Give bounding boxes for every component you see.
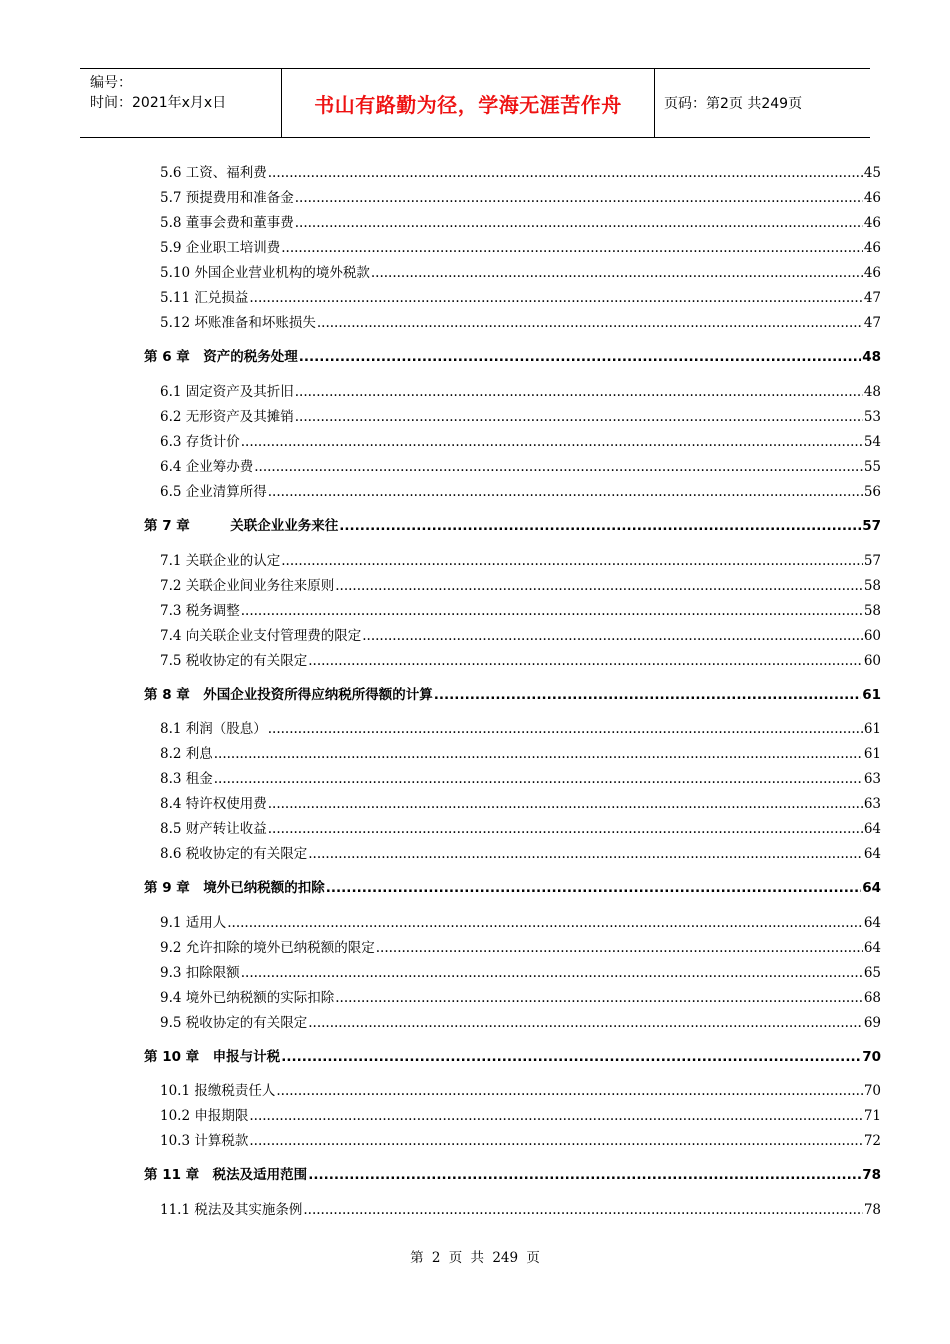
toc-leader-dots <box>371 265 863 281</box>
toc-leader-dots <box>299 349 861 365</box>
toc-leader-dots <box>214 746 863 762</box>
toc-chapter-entry[interactable] <box>144 1045 881 1065</box>
toc-leader-dots <box>308 846 863 862</box>
toc-entry-label: 8.2 利息 <box>160 746 213 762</box>
toc-entry-page-number: 70 <box>863 1083 881 1099</box>
toc-entry-label: 第 9 章 境外已纳税额的扣除 <box>144 880 325 896</box>
toc-leader-dots <box>249 290 862 306</box>
toc-entry-page-number: 64 <box>863 846 881 862</box>
toc-section-entry[interactable] <box>160 574 881 594</box>
toc-chapter-entry[interactable] <box>144 345 881 365</box>
toc-leader-dots <box>308 1015 863 1031</box>
toc-leader-dots <box>434 687 861 703</box>
toc-section-entry[interactable] <box>160 767 881 787</box>
toc-entry-label: 8.1 利润（股息） <box>160 721 267 737</box>
toc-entry-label: 5.6 工资、福利费 <box>160 165 267 181</box>
toc-section-entry[interactable] <box>160 380 881 400</box>
toc-leader-dots <box>362 628 863 644</box>
toc-entry-page-number: 46 <box>863 240 881 256</box>
toc-leader-dots <box>339 518 861 534</box>
toc-entry-label: 7.3 税务调整 <box>160 603 240 619</box>
toc-entry-label: 10.3 计算税款 <box>160 1133 249 1149</box>
toc-section-entry[interactable] <box>160 1011 881 1031</box>
toc-entry-page-number: 60 <box>863 653 881 669</box>
toc-entry-page-number: 63 <box>863 796 881 812</box>
toc-entry-page-number: 46 <box>863 215 881 231</box>
toc-entry-page-number: 61 <box>863 746 881 762</box>
toc-leader-dots <box>295 190 863 206</box>
toc-entry-page-number: 58 <box>863 603 881 619</box>
toc-entry-page-number: 60 <box>863 628 881 644</box>
toc-entry-label: 7.1 关联企业的认定 <box>160 553 281 569</box>
toc-entry-page-number: 57 <box>863 553 881 569</box>
toc-entry-label: 5.7 预提费用和准备金 <box>160 190 294 206</box>
toc-entry-label: 第 6 章 资产的税务处理 <box>144 349 298 365</box>
toc-section-entry[interactable] <box>160 405 881 425</box>
toc-leader-dots <box>308 1167 861 1183</box>
toc-entry-page-number: 78 <box>863 1202 881 1218</box>
toc-entry-page-number: 58 <box>863 578 881 594</box>
time-label: 时间：2021年x月x日 <box>90 95 227 111</box>
toc-chapter-entry[interactable] <box>144 876 881 896</box>
toc-entry-label: 10.1 报缴税责任人 <box>160 1083 276 1099</box>
toc-leader-dots <box>326 880 861 896</box>
toc-entry-label: 7.4 向关联企业支付管理费的限定 <box>160 628 362 644</box>
number-label: 编号： <box>90 75 132 91</box>
toc-entry-label: 10.2 申报期限 <box>160 1108 249 1124</box>
toc-entry-label: 9.5 税收协定的有关限定 <box>160 1015 308 1031</box>
toc-leader-dots <box>303 1202 862 1218</box>
toc-leader-dots <box>295 409 863 425</box>
toc-entry-page-number: 70 <box>862 1049 881 1065</box>
toc-section-entry[interactable] <box>160 624 881 644</box>
toc-section-entry[interactable] <box>160 311 881 331</box>
toc-chapter-entry[interactable] <box>144 514 881 534</box>
toc-leader-dots <box>268 484 863 500</box>
toc-section-entry[interactable] <box>160 817 881 837</box>
toc-entry-page-number: 55 <box>863 459 881 475</box>
toc-entry-label: 第 7 章 关联企业业务来往 <box>144 518 339 534</box>
toc-section-entry[interactable] <box>160 430 881 450</box>
toc-section-entry[interactable] <box>160 161 881 181</box>
toc-entry-page-number: 54 <box>863 434 881 450</box>
toc-entry-label: 11.1 税法及其实施条例 <box>160 1202 303 1218</box>
header-motto: 书山有路勤为径，学海无涯苦作舟 <box>314 92 622 117</box>
page-footer: 第 2 页 共 249 页 <box>410 1250 540 1266</box>
toc-leader-dots <box>335 578 863 594</box>
toc-entry-page-number: 63 <box>863 771 881 787</box>
toc-leader-dots <box>276 1083 862 1099</box>
toc-entry-label: 6.1 固定资产及其折旧 <box>160 384 294 400</box>
toc-leader-dots <box>241 434 863 450</box>
toc-section-entry[interactable] <box>160 480 881 500</box>
toc-leader-dots <box>295 215 863 231</box>
toc-entry-label: 6.2 无形资产及其摊销 <box>160 409 294 425</box>
toc-section-entry[interactable] <box>160 286 881 306</box>
toc-entry-page-number: 46 <box>863 190 881 206</box>
toc-entry-label: 7.2 关联企业间业务往来原则 <box>160 578 335 594</box>
toc-entry-label: 5.8 董事会费和董事费 <box>160 215 294 231</box>
toc-leader-dots <box>317 315 863 331</box>
toc-leader-dots <box>295 384 863 400</box>
toc-entry-page-number: 56 <box>863 484 881 500</box>
toc-section-entry[interactable] <box>160 599 881 619</box>
toc-section-entry[interactable] <box>160 961 881 981</box>
toc-chapter-entry[interactable] <box>144 683 881 703</box>
toc-entry-page-number: 46 <box>863 265 881 281</box>
toc-entry-page-number: 53 <box>863 409 881 425</box>
toc-leader-dots <box>281 553 863 569</box>
toc-leader-dots <box>249 1133 862 1149</box>
toc-entry-page-number: 47 <box>863 290 881 306</box>
toc-entry-label: 7.5 税收协定的有关限定 <box>160 653 308 669</box>
toc-entry-page-number: 47 <box>863 315 881 331</box>
toc-section-entry[interactable] <box>160 1079 881 1099</box>
toc-leader-dots <box>335 990 863 1006</box>
header-page-info: 页码：第2页 共249页 <box>664 96 803 112</box>
toc-entry-label: 9.2 允许扣除的境外已纳税额的限定 <box>160 940 375 956</box>
toc-entry-label: 9.3 扣除限额 <box>160 965 240 981</box>
toc-section-entry[interactable] <box>160 261 881 281</box>
toc-leader-dots <box>254 459 863 475</box>
toc-leader-dots <box>281 240 863 256</box>
toc-section-entry[interactable] <box>160 549 881 569</box>
toc-entry-label: 5.10 外国企业营业机构的境外税款 <box>160 265 370 281</box>
toc-leader-dots <box>241 603 863 619</box>
toc-entry-label: 第 8 章 外国企业投资所得应纳税所得额的计算 <box>144 687 433 703</box>
toc-entry-label: 8.6 税收协定的有关限定 <box>160 846 308 862</box>
toc-leader-dots <box>281 1049 861 1065</box>
toc-section-entry[interactable] <box>160 911 881 931</box>
toc-entry-label: 6.5 企业清算所得 <box>160 484 267 500</box>
toc-leader-dots <box>376 940 863 956</box>
toc-section-entry[interactable] <box>160 986 881 1006</box>
toc-section-entry[interactable] <box>160 842 881 862</box>
toc-entry-page-number: 48 <box>862 349 881 365</box>
toc-entry-page-number: 64 <box>863 940 881 956</box>
toc-section-entry[interactable] <box>160 936 881 956</box>
toc-entry-page-number: 57 <box>862 518 881 534</box>
toc-entry-label: 第 10 章 申报与计税 <box>144 1049 281 1065</box>
toc-section-entry[interactable] <box>160 1104 881 1124</box>
toc-section-entry[interactable] <box>160 1129 881 1149</box>
toc-leader-dots <box>268 721 863 737</box>
toc-entry-label: 5.11 汇兑损益 <box>160 290 249 306</box>
toc-entry-page-number: 72 <box>863 1133 881 1149</box>
toc-entry-page-number: 64 <box>863 821 881 837</box>
toc-entry-label: 5.9 企业职工培训费 <box>160 240 281 256</box>
toc-section-entry[interactable] <box>160 1198 881 1218</box>
toc-entry-page-number: 78 <box>862 1167 881 1183</box>
toc-leader-dots <box>249 1108 862 1124</box>
toc-leader-dots <box>268 821 863 837</box>
toc-entry-label: 8.5 财产转让收益 <box>160 821 267 837</box>
toc-section-entry[interactable] <box>160 236 881 256</box>
toc-entry-page-number: 64 <box>862 880 881 896</box>
toc-section-entry[interactable] <box>160 742 881 762</box>
toc-entry-label: 9.1 适用人 <box>160 915 227 931</box>
toc-chapter-entry[interactable] <box>144 1163 881 1183</box>
toc-leader-dots <box>268 165 863 181</box>
toc-entry-page-number: 61 <box>863 721 881 737</box>
toc-section-entry[interactable] <box>160 186 881 206</box>
toc-leader-dots <box>227 915 863 931</box>
toc-entry-page-number: 64 <box>863 915 881 931</box>
toc-entry-label: 8.3 租金 <box>160 771 213 787</box>
toc-leader-dots <box>214 771 863 787</box>
toc-section-entry[interactable] <box>160 717 881 737</box>
toc-leader-dots <box>268 796 863 812</box>
toc-section-entry[interactable] <box>160 211 881 231</box>
toc-section-entry[interactable] <box>160 649 881 669</box>
toc-leader-dots <box>241 965 863 981</box>
toc-section-entry[interactable] <box>160 455 881 475</box>
toc-entry-label: 8.4 特许权使用费 <box>160 796 267 812</box>
toc-entry-page-number: 48 <box>863 384 881 400</box>
toc-entry-page-number: 68 <box>863 990 881 1006</box>
toc-leader-dots <box>308 653 863 669</box>
toc-entry-label: 第 11 章 税法及适用范围 <box>144 1167 308 1183</box>
toc-entry-label: 5.12 坏账准备和坏账损失 <box>160 315 316 331</box>
toc-entry-label: 6.3 存货计价 <box>160 434 240 450</box>
toc-entry-page-number: 65 <box>863 965 881 981</box>
toc-entry-label: 6.4 企业筹办费 <box>160 459 254 475</box>
toc-entry-page-number: 69 <box>863 1015 881 1031</box>
toc-entry-page-number: 45 <box>863 165 881 181</box>
toc-entry-label: 9.4 境外已纳税额的实际扣除 <box>160 990 335 1006</box>
toc-section-entry[interactable] <box>160 792 881 812</box>
toc-entry-page-number: 71 <box>863 1108 881 1124</box>
toc-entry-page-number: 61 <box>862 687 881 703</box>
